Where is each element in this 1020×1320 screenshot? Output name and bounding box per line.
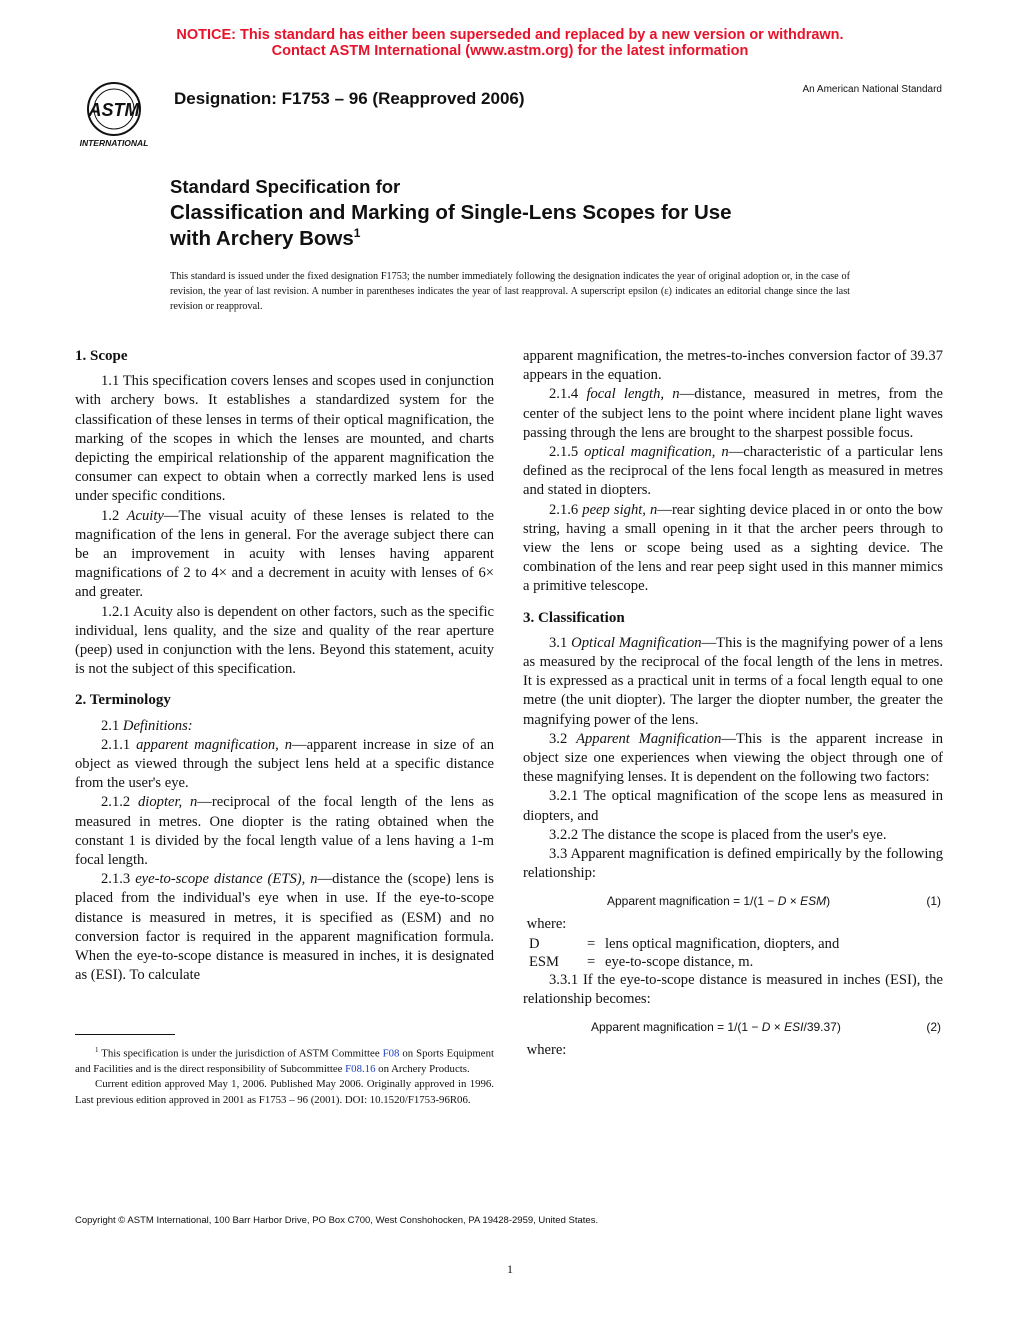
def-2-1-1 xyxy=(75,736,494,794)
def-2-1-6-text: —rear sighting device placed in or onto the bow string, having a small opening in it that the archer peers through to view the lens or scope being used as a sighting device. The combination of the lens and rear peep sight used in this manner mimics a primitive telescope. xyxy=(523,501,943,595)
eq1-op: × xyxy=(786,894,801,909)
issued-note: This standard is issued under the fixed designation F1753; the number immediately following the designation indicates the year of original adoption or, in the case of revision, the year of last revision. A number in parentheses indicates the year of last reapproval. A superscript epsilon (ε) indicates an editorial change since the last revision or reapproval. xyxy=(170,271,850,312)
para-1-2-term: Acuity xyxy=(126,507,164,524)
page-number: 1 xyxy=(507,1262,513,1276)
para-3-1 xyxy=(523,634,943,730)
eq2-var-esi: ESI xyxy=(784,1020,804,1035)
where-2 xyxy=(523,1041,943,1060)
eq1-lhs: Apparent magnification = 1/(1 − xyxy=(607,894,778,909)
def-2-1-3 xyxy=(75,870,494,985)
para-3-1-term: Optical Magnification xyxy=(571,634,702,651)
eq2-op: × xyxy=(770,1020,785,1035)
para-3-2-num: 3.2 xyxy=(549,730,568,747)
def-2-1-1-term: apparent magnification, n xyxy=(136,736,293,753)
astm-logo xyxy=(68,78,160,150)
def-2-1-4-term: focal length, n xyxy=(586,386,680,403)
def-2-1-3-text: —distance the (scope) lens is placed from the individual's eye when in use. If the eye-to-scope distance is measured in metres, it is specified as (ESM) and no conversion factor is required in the apparent magnification formula. When the eye-to-scope distance is measured in inches, it is designated as (ESI). To calculate xyxy=(75,871,494,984)
def-2-1-5 xyxy=(523,443,943,501)
para-2-1-num: 2.1 xyxy=(101,717,120,734)
where-1-text: where: xyxy=(526,916,567,933)
para-3-2 xyxy=(523,730,943,788)
where-2-text: where: xyxy=(526,1042,567,1059)
def-2-1-6 xyxy=(523,501,943,597)
para-1-2-text: —The visual acuity of these lenses is related to the magnification of the lens in general. For the average subject there can be an improvement in acuity with lenses having apparent magnifications of 2 to 4× and a decrement in acuity with lenses of 6× and greater. xyxy=(75,507,494,601)
def-esm-equals: = xyxy=(587,953,596,970)
para-3-3: 3.3 Apparent magnification is defined empirically by the following relationship: xyxy=(523,846,943,882)
para-2-1-term: Definitions: xyxy=(122,717,193,734)
left-column xyxy=(75,347,494,986)
para-3-2-1: 3.2.1 The optical magnification of the scope lens as measured in diopters, and xyxy=(523,788,943,824)
eq2-rhs: /39.37) xyxy=(803,1020,841,1035)
equation-2 xyxy=(523,1015,943,1039)
footnote-1-text-a: This specification is under the jurisdiction of ASTM Committee xyxy=(101,1047,383,1060)
def-2-1-2-text: —reciprocal of the focal length of the lens as measured in metres. One diopter is the rating obtained when the constant 1 is divided by the focal length value of a lens having a 1-m focal length. xyxy=(75,794,494,869)
equation-1 xyxy=(523,889,943,913)
copyright: Copyright © ASTM International, 100 Barr Harbor Drive, PO Box C700, West Conshohocken, PA 19428-2959, United States. xyxy=(75,1215,599,1226)
where-1 xyxy=(523,915,943,934)
designation: Designation: F1753 – 96 (Reapproved 2006) xyxy=(174,89,525,108)
def-2-1-3-term: eye-to-scope distance (ETS), n xyxy=(135,871,318,888)
eq1-var-d: D xyxy=(777,894,787,909)
para-2-1 xyxy=(75,717,494,736)
subcommittee-f08-16-link[interactable]: F08.16 xyxy=(345,1063,376,1075)
equation-2-number: (2) xyxy=(926,1020,941,1035)
notice-line-2: Contact ASTM International (www.astm.org) for the latest information xyxy=(271,43,749,59)
title-line-3 xyxy=(170,226,870,252)
eq2-lhs: Apparent magnification = 1/(1 − xyxy=(591,1020,762,1035)
def-2-1-1-num: 2.1.1 xyxy=(101,736,131,753)
def-2-1-4-num: 2.1.4 xyxy=(549,386,579,403)
para-1-1: 1.1 This specification covers lenses and scopes used in conjunction with archery bows. It establishes a standardized system for the classification of these lenses in terms of their optical magnification, the marking of the scopes in which the lenses are mounted, and charts depicting the empirical relationship of the apparent magnification the consumer can expect to obtain when a correctly marked lens is used under specific conditions. xyxy=(75,373,494,505)
variable-definitions xyxy=(529,935,943,971)
def-2-1-5-num: 2.1.5 xyxy=(549,444,579,461)
notice-banner xyxy=(0,27,1020,59)
para-3-2-term: Apparent Magnification xyxy=(576,730,722,747)
equation-1-number: (1) xyxy=(926,894,941,909)
footnote-2: Current edition approved May 1, 2006. Published May 2006. Originally approved in 1996. Last previous edition approved in 2001 as F1753 – 96 (2001). DOI: 10.1520/F1753-96R06. xyxy=(75,1078,494,1106)
logo-subtext: INTERNATIONAL xyxy=(79,138,149,148)
def-d-equals: = xyxy=(587,935,596,952)
logo-text: ASTM xyxy=(88,100,140,120)
def-d-text: lens optical magnification, diopters, and xyxy=(605,935,840,952)
footnote-1-text-c: on Archery Products. xyxy=(375,1063,470,1075)
para-3-3-1: 3.3.1 If the eye-to-scope distance is measured in inches (ESI), the relationship becomes: xyxy=(523,971,943,1007)
eq2-var-d: D xyxy=(761,1020,771,1035)
right-column xyxy=(523,347,943,1060)
def-2-1-3-num: 2.1.3 xyxy=(101,871,131,888)
para-1-2-1: 1.2.1 Acuity also is dependent on other factors, such as the specific individual, lens quality, and the size and quality of the rear aperture (peep) used in conjunction with the lens. Beyond this statement, acuity is not the subject of this specification. xyxy=(75,603,494,678)
footnote-1-text-b: on Sports Equipment and Facilities and is the direct responsibility of Subcommittee xyxy=(75,1047,494,1075)
title-line-2: Classification and Marking of Single-Lens Scopes for Use xyxy=(170,201,732,224)
def-2-1-2-term: diopter, n xyxy=(138,794,198,811)
def-2-1-6-num: 2.1.6 xyxy=(549,501,579,518)
footnote xyxy=(75,1043,494,1108)
def-2-1-4-text: —distance, measured in metres, from the center of the subject lens to the point where incident plane light waves passing through the lens are brought to the sharpest possible focus. xyxy=(523,386,943,441)
american-national-standard-label: An American National Standard xyxy=(802,84,942,95)
def-2-1-3-continued: apparent magnification, the metres-to-inches conversion factor of 39.37 appears in the equation. xyxy=(523,348,943,384)
section-scope-heading: 1. Scope xyxy=(75,348,128,364)
title-line-3-text: with Archery Bows xyxy=(170,227,354,250)
def-esm-symbol: ESM xyxy=(529,953,560,970)
document-title xyxy=(170,174,870,252)
para-3-1-text: —This is the magnifying power of a lens as measured by the reciprocal of the focal length of the lens in metres. It is expressed as a practical unit in terms of a focal length equal to one metre (the unit diopter). The larger the diopter number, the greater the magnifying power of the lens. xyxy=(523,634,943,728)
astm-logo-icon xyxy=(68,78,160,150)
def-2-1-1-text: —apparent increase in size of an object as viewed through the subject lens held at a specific distance from the user's eye. xyxy=(75,736,495,792)
section-classification-heading: 3. Classification xyxy=(523,609,625,626)
equation-1-expression xyxy=(607,889,830,913)
eq1-var-esm: ESM xyxy=(800,894,827,909)
committee-f08-link[interactable]: F08 xyxy=(382,1047,400,1060)
def-2-1-6-term: peep sight, n xyxy=(582,501,658,518)
footnote-1 xyxy=(75,1043,494,1077)
def-2-1-5-text: —characteristic of a particular lens defined as the reciprocal of the lens focal length as measured in metres and stated in diopters. xyxy=(523,444,943,499)
para-3-1-num: 3.1 xyxy=(549,634,568,651)
para-1-2 xyxy=(75,507,494,603)
para-3-2-text: —This is the apparent increase in object size one experiences when viewing the object through one of these magnifying lenses. It is dependent on the following two factors: xyxy=(523,730,944,786)
def-esm-text: eye-to-scope distance, m. xyxy=(605,953,754,970)
title-footnote-mark: 1 xyxy=(353,226,361,240)
def-d-symbol: D xyxy=(529,935,540,952)
def-2-1-4 xyxy=(523,385,943,443)
section-terminology-heading: 2. Terminology xyxy=(75,692,171,709)
title-line-1: Standard Specification for xyxy=(170,176,401,197)
def-2-1-2 xyxy=(75,793,494,870)
para-3-2-2: 3.2.2 The distance the scope is placed from the user's eye. xyxy=(549,826,887,843)
eq1-rhs: ) xyxy=(826,894,831,909)
para-1-2-num: 1.2 xyxy=(101,507,120,524)
footnote-mark: 1 xyxy=(95,1046,99,1054)
equation-2-expression xyxy=(591,1015,841,1039)
def-2-1-5-term: optical magnification, n xyxy=(584,444,729,461)
def-2-1-2-num: 2.1.2 xyxy=(101,794,131,811)
notice-line-1: NOTICE: This standard has either been superseded and replaced by a new version or withdrawn. xyxy=(176,27,844,43)
footnote-divider xyxy=(75,1034,175,1035)
